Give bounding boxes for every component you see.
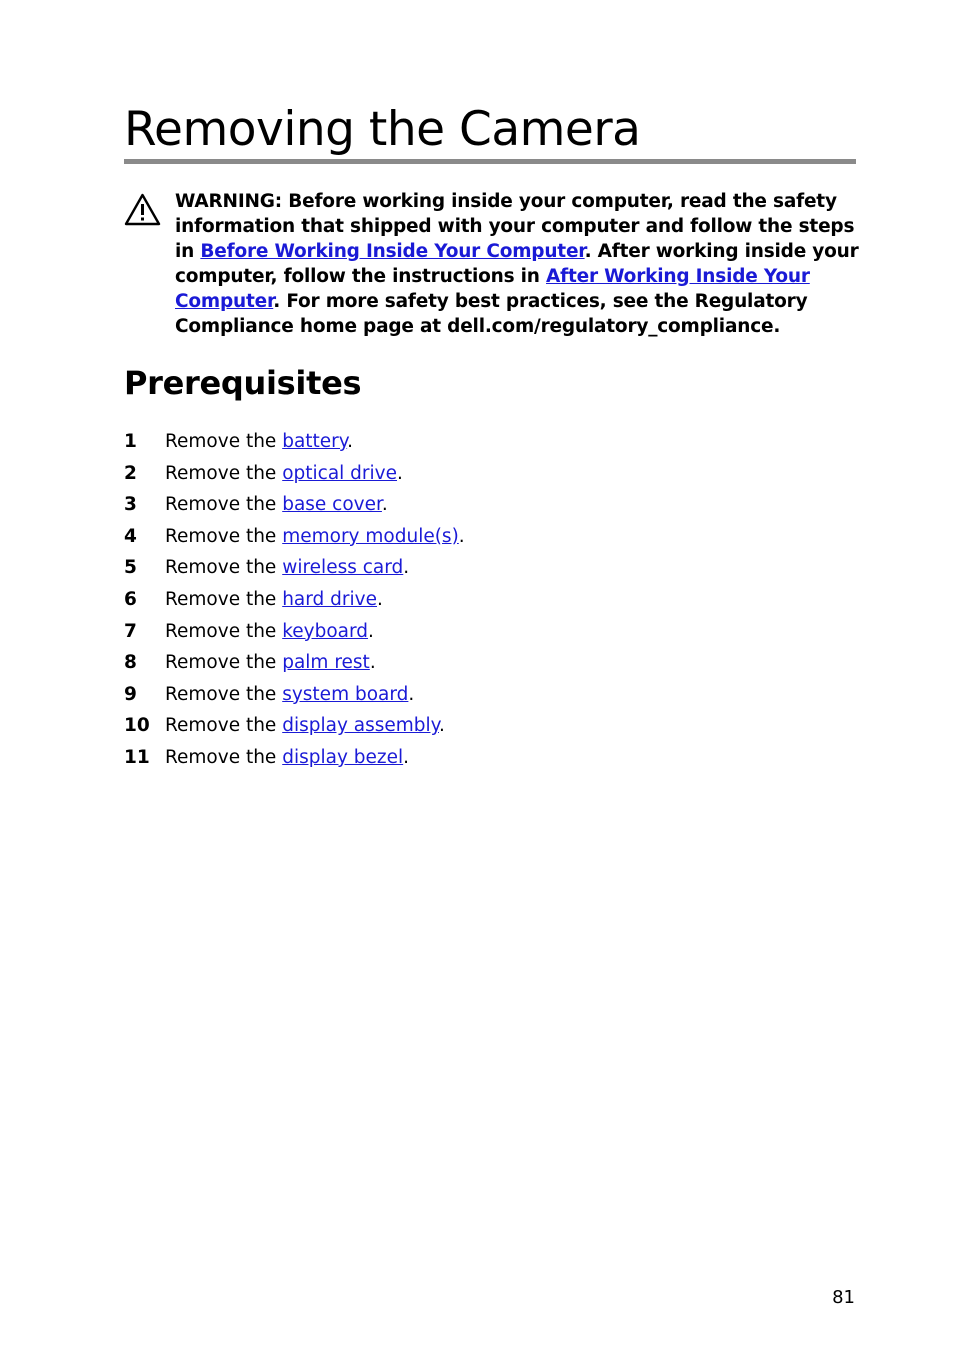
step-text: Remove the [165, 715, 283, 737]
title-underline-rule [124, 159, 856, 164]
step-text: Remove the [165, 746, 283, 768]
step-number: 4 [124, 525, 137, 547]
step-link[interactable]: system board [282, 683, 409, 705]
step-number: 3 [124, 494, 137, 516]
list-item [124, 584, 855, 616]
list-item [124, 742, 855, 774]
step-number: 2 [124, 462, 137, 484]
step-text: Remove the [165, 494, 283, 516]
step-number: 1 [124, 431, 137, 452]
step-number: 11 [124, 746, 150, 768]
warning-text-part-3: . For more safety best practices, see the Regulatory Compliance home page at dell.com/regulatory_compliance. [175, 291, 808, 337]
warning-message [175, 189, 865, 339]
step-link[interactable]: display bezel [282, 746, 404, 768]
list-item [124, 616, 855, 648]
warning-text-part-1: WARNING: Before working inside your computer, read the safety information that shipped with your computer and follow the steps in [175, 191, 855, 262]
step-period: . [403, 746, 410, 768]
step-number: 9 [124, 683, 137, 705]
page-number: 81 [832, 1287, 855, 1308]
list-item [124, 426, 855, 458]
step-period: . [403, 557, 410, 579]
prerequisites-list [124, 426, 855, 774]
step-link[interactable]: battery [282, 431, 348, 452]
step-link[interactable]: keyboard [282, 620, 369, 642]
step-period: . [377, 588, 383, 610]
step-link[interactable]: base cover [282, 494, 382, 516]
step-link[interactable]: display assembly [282, 715, 439, 737]
list-item [124, 489, 855, 521]
list-item [124, 458, 855, 490]
step-period: . [369, 652, 376, 674]
after-working-inside-link[interactable]: After Working Inside Your Computer [175, 266, 810, 312]
before-working-inside-link[interactable]: Before Working Inside Your Computer [200, 241, 585, 262]
step-text: Remove the [165, 683, 283, 705]
warning-text-part-2: . After working inside your computer, follow the instructions in [175, 241, 859, 287]
warning-triangle-icon [124, 193, 161, 226]
list-item [124, 710, 855, 742]
step-period: . [438, 715, 445, 737]
step-text: Remove the [165, 557, 283, 579]
step-link[interactable]: memory module(s) [282, 525, 459, 547]
step-number: 8 [124, 652, 137, 674]
step-period: . [368, 620, 374, 642]
step-text: Remove the [165, 620, 283, 642]
step-number: 10 [124, 715, 150, 737]
list-item [124, 521, 855, 553]
step-link[interactable]: hard drive [282, 588, 377, 610]
step-text: Remove the [165, 462, 283, 484]
step-period: . [347, 431, 353, 452]
step-text: Remove the [165, 431, 283, 452]
step-text: Remove the [165, 525, 283, 547]
step-link[interactable]: optical drive [282, 462, 398, 484]
page-title: Removing the Camera [124, 102, 641, 157]
step-number: 6 [124, 588, 137, 610]
step-text: Remove the [165, 588, 283, 610]
prerequisites-heading: Prerequisites [124, 364, 362, 402]
step-period: . [381, 494, 388, 516]
step-period: . [458, 525, 465, 547]
list-item [124, 647, 855, 679]
list-item [124, 552, 855, 584]
step-text: Remove the [165, 652, 283, 674]
step-number: 7 [124, 620, 137, 642]
step-link[interactable]: wireless card [282, 557, 404, 579]
list-item [124, 679, 855, 711]
step-period: . [397, 462, 403, 484]
step-number: 5 [124, 557, 137, 579]
step-link[interactable]: palm rest [282, 652, 370, 674]
step-period: . [408, 683, 415, 705]
